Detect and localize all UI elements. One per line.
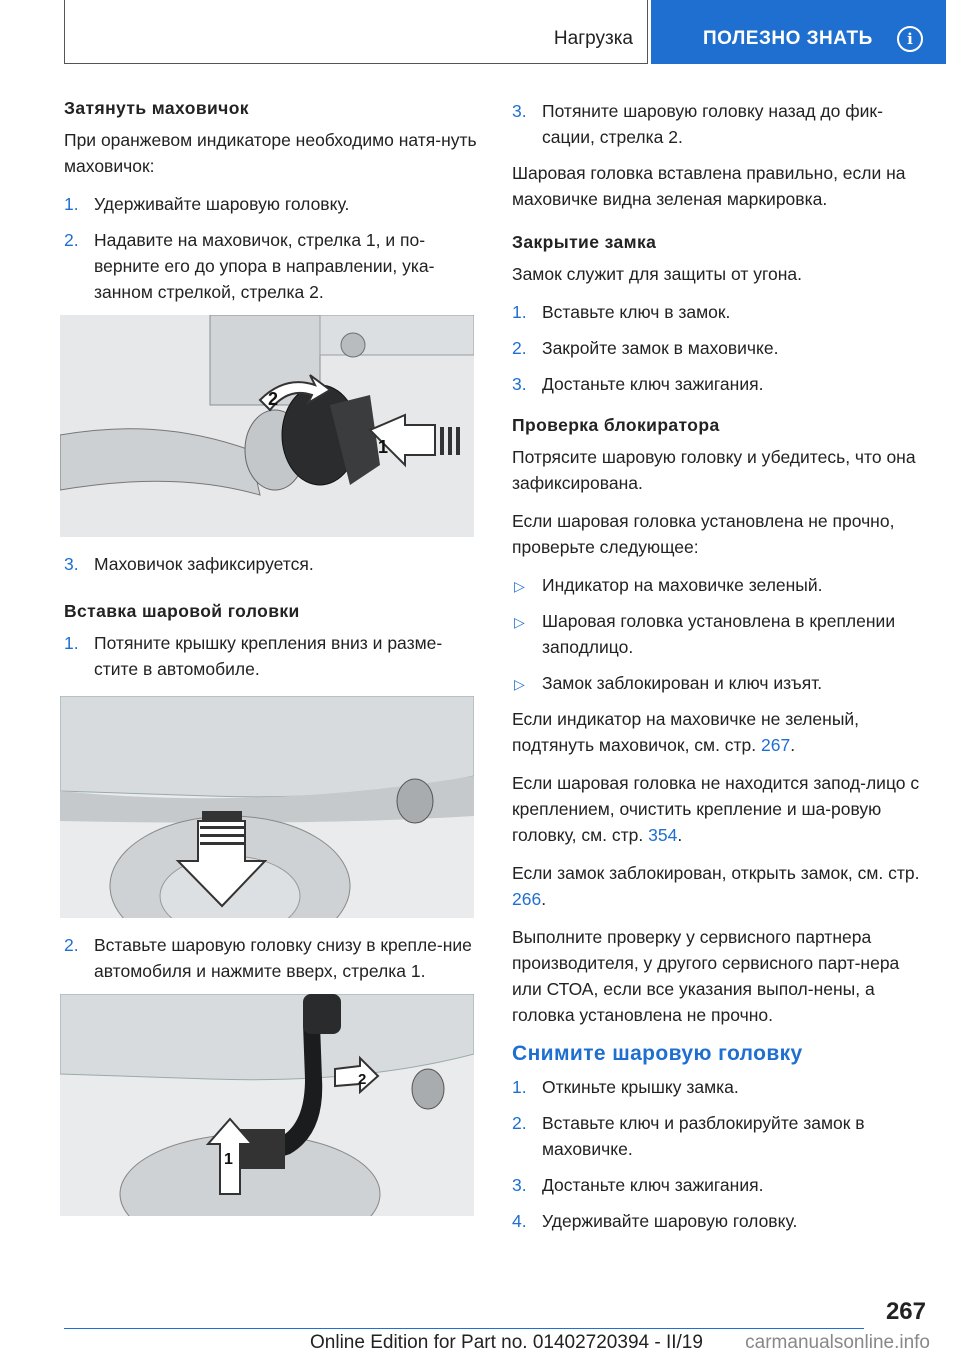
figure-cover-down [60,696,474,918]
footer-divider [64,1328,864,1329]
list-item: 3. Потяните шаровую головку назад до фик-сации, стрелка 2. [512,101,883,147]
paragraph: Если индикатор на маховичке не зеленый, подтянуть маховичок, см. стр. 267. [512,709,860,755]
header-tab[interactable] [651,0,946,64]
triangle-bullet-icon: ▷ [514,614,525,630]
paragraph: Если шаровая головка установлена не прочно, проверьте следующее: [512,511,895,557]
list-item: 1. Потяните крышку крепления вниз и разме-стите в автомобиле. [64,633,443,679]
right-column [512,98,932,1244]
list-item: 3. Маховичок зафиксируется. [64,554,314,574]
list-item: 4. Удерживайте шаровую головку. [512,1211,798,1231]
left-column [64,98,484,1230]
heading-lock-check: Проверка блокиратора [512,415,720,435]
figure-label-1: 1 [378,437,389,457]
heading-insert-ball-head: Вставка шаровой головки [64,601,300,621]
footer-edition: Online Edition for Part no. 01402720394 - II/19 [310,1332,703,1353]
figure-label-1: 1 [224,1151,233,1168]
figure-label-2: 2 [268,389,279,409]
figure-label-2: 2 [358,1071,367,1088]
page-link[interactable]: 354 [648,825,678,845]
triangle-bullet-icon: ▷ [514,578,525,594]
list-item: 1. Откиньте крышку замка. [512,1077,739,1097]
figure-handwheel [60,315,474,537]
page-link[interactable]: 266 [512,889,542,909]
heading-tighten-wheel: Затянуть маховичок [64,98,249,118]
footer-watermark: carmanualsonline.info [745,1332,930,1353]
list-item: 3. Достаньте ключ зажигания. [512,1175,764,1195]
list-item: 2. Вставьте шаровую головку снизу в крепле-ние автомобиля и нажмите вверх, стрелка 1. [64,935,472,981]
list-item: 1. Вставьте ключ в замок. [512,302,731,322]
paragraph: Выполните проверку у сервисного партнера производителя, у другого сервисного парт-нера или СТОА, если все указания выпол-нены, а головка установлена не прочно. [512,927,900,1025]
list-item: 2. Надавите на маховичок, стрелка 1, и по-верните его до упора в направлении, ука-занном стрелкой, стрелка 2. [64,230,435,302]
check-item: ▷ Индикатор на маховичке зеленый. [512,572,932,598]
paragraph: Если замок заблокирован, открыть замок, см. стр. 266. [512,863,920,909]
figure-insert-ball [60,994,474,1216]
paragraph: Потрясите шаровую головку и убедитесь, что она зафиксирована. [512,447,916,493]
info-icon: i [897,26,923,52]
paragraph: При оранжевом индикаторе необходимо натя-нуть маховичок: [64,130,477,176]
header-section-title: Нагрузка [553,28,633,49]
header-section-box [64,0,648,64]
page-link[interactable]: 267 [761,735,791,755]
heading-remove-ball-head: Снимите шаровую головку [512,1042,803,1065]
list-item: 3. Достаньте ключ зажигания. [512,374,764,394]
list-item: 2. Закройте замок в маховичке. [512,338,779,358]
steps-list [64,191,484,305]
list-item: 1. Удерживайте шаровую головку. [64,194,350,214]
heading-lock-closing: Закрытие замка [512,232,657,252]
paragraph: Если шаровая головка не находится запод-лицо с креплением, очистить крепление и ша-ровую головку, см. стр. 354. [512,773,920,845]
list-item: 2. Вставьте ключ и разблокируйте замок в маховичке. [512,1113,865,1159]
paragraph: Шаровая головка вставлена правильно, если на маховичке видна зеленая маркировка. [512,163,906,209]
header-tab-label: ПОЛЕЗНО ЗНАТЬ [703,28,873,49]
triangle-bullet-icon: ▷ [514,676,525,692]
check-item: ▷ Шаровая головка установлена в креплении заподлицо. [514,611,896,657]
paragraph: Замок служит для защиты от угона. [512,264,802,284]
page-number: 267 [885,1298,926,1325]
check-item: ▷ Замок заблокирован и ключ изъят. [512,670,932,696]
